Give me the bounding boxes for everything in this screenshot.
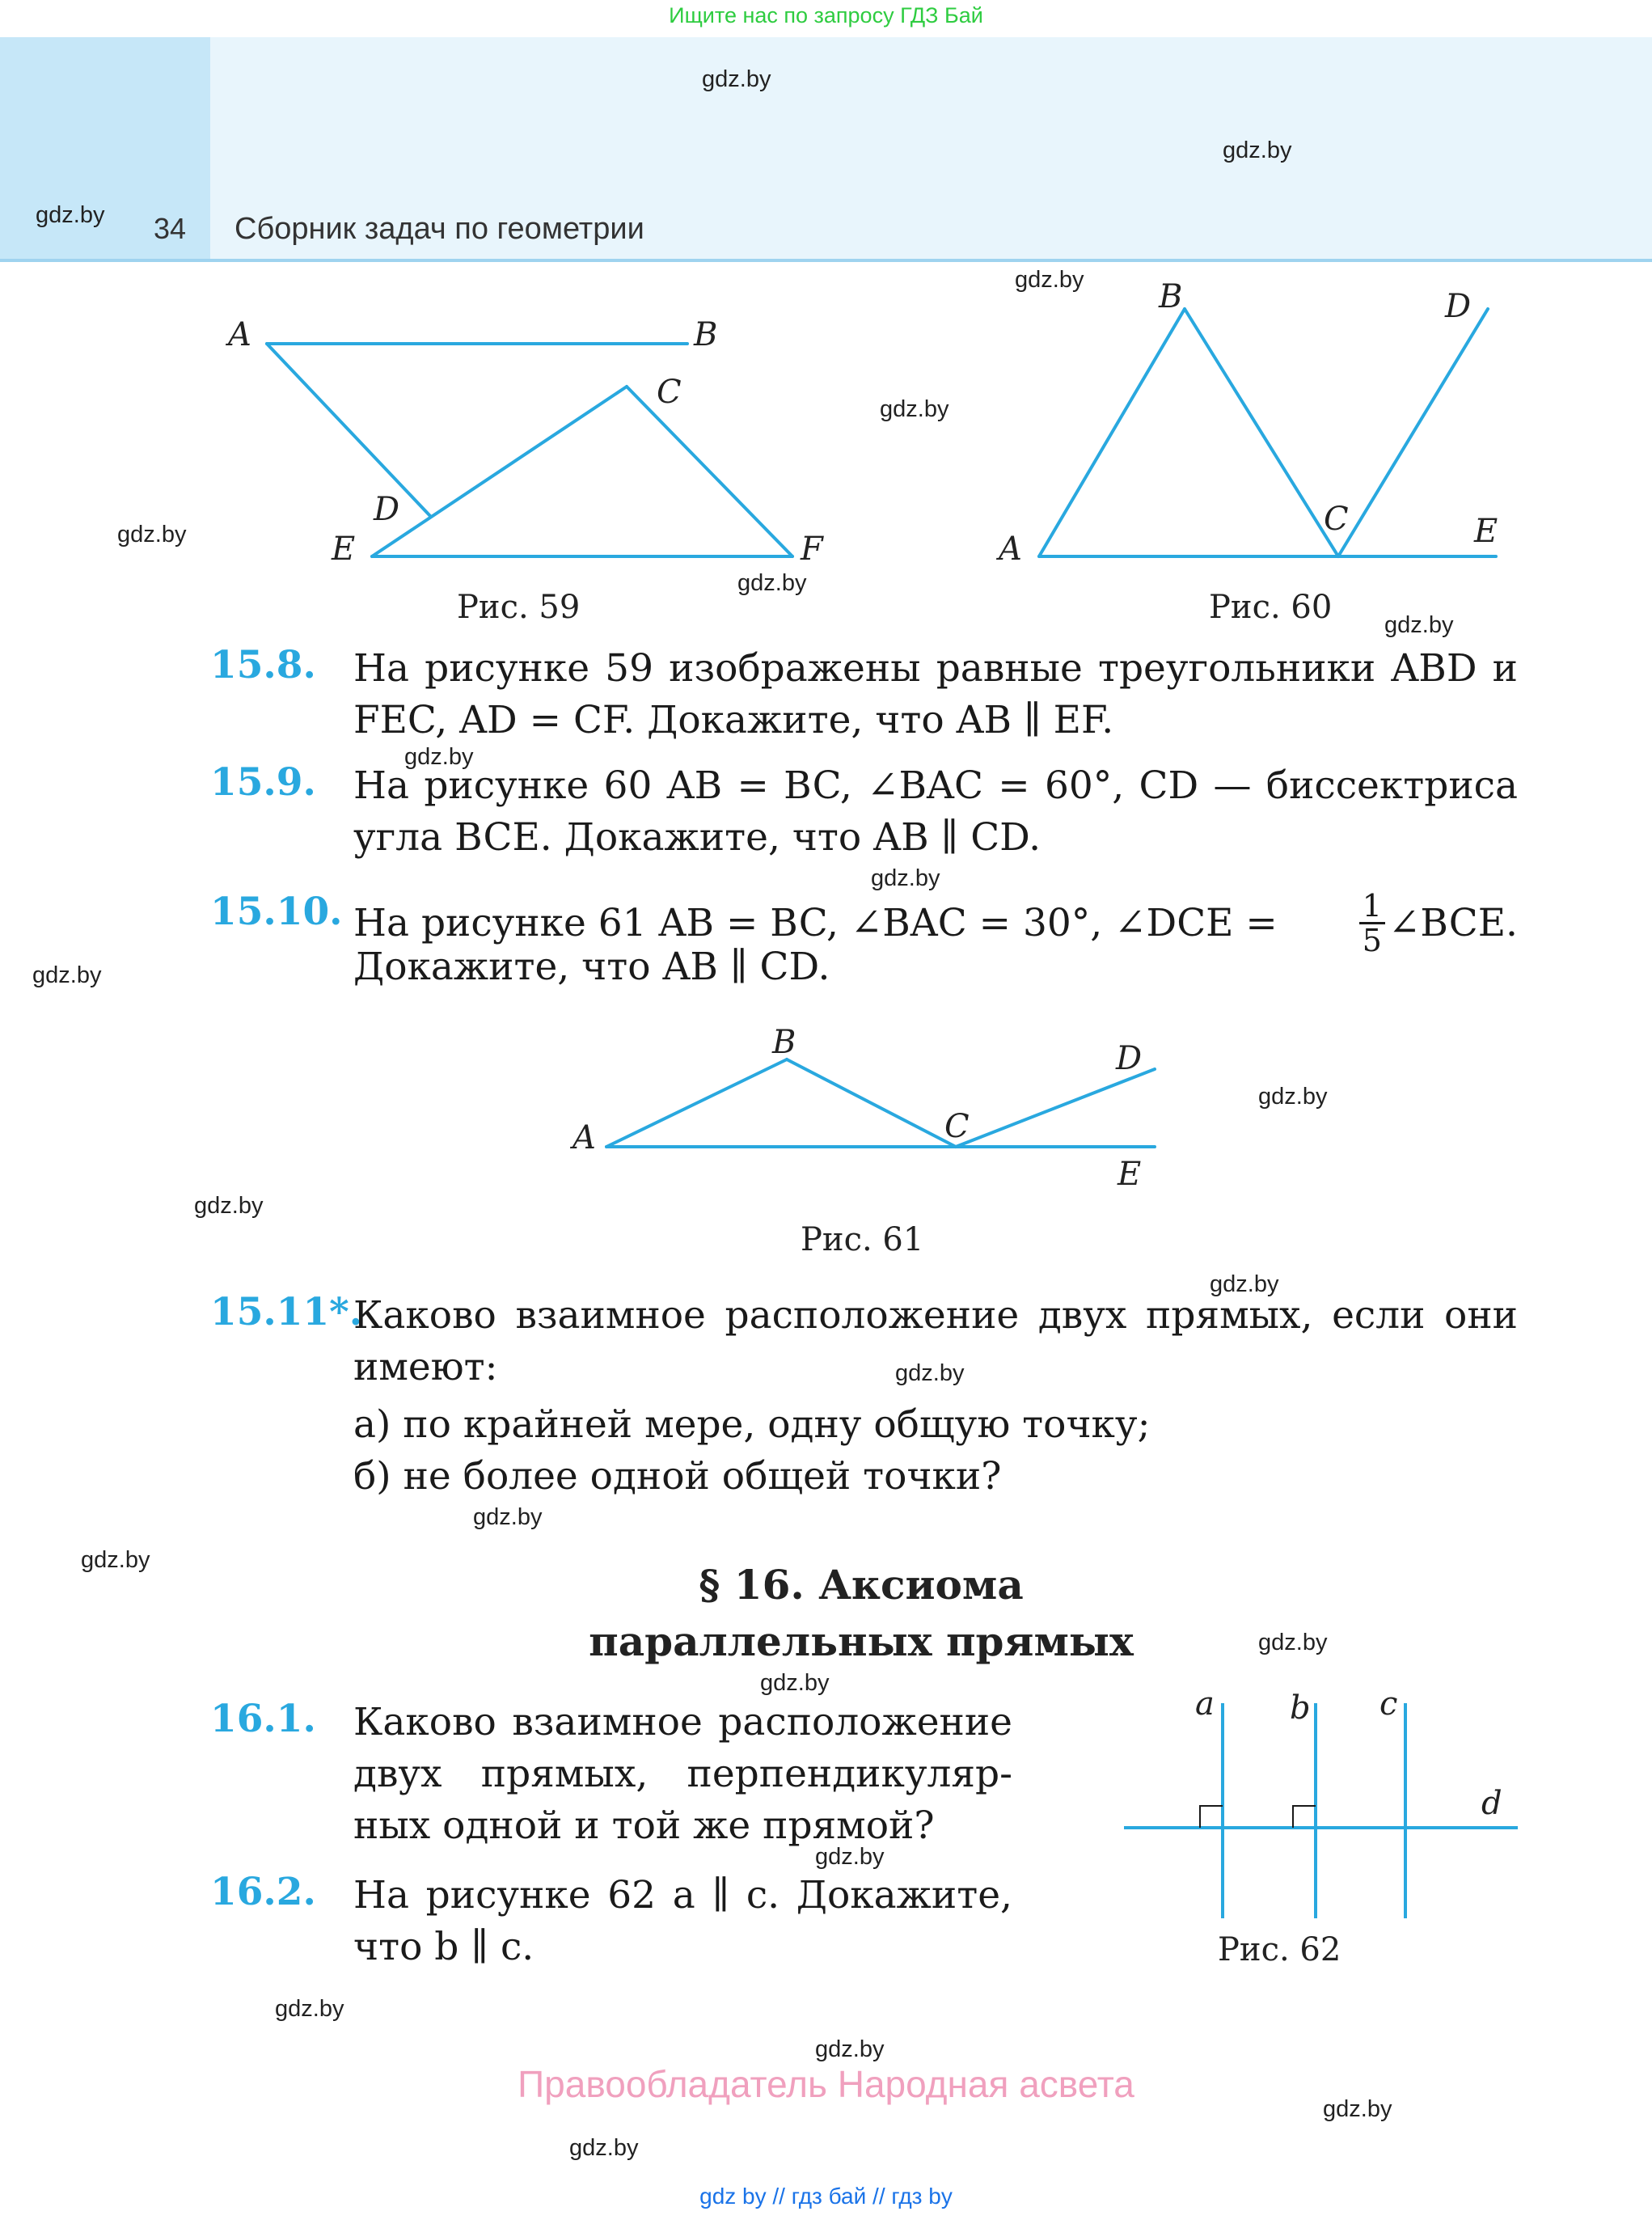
watermark: gdz.by: [32, 962, 102, 988]
label-b: B: [772, 1024, 796, 1061]
segment-ad: [267, 344, 430, 516]
segment-cf: [627, 387, 792, 556]
problem-text: Каково взаимное расположение: [353, 1700, 1012, 1744]
problem-number: 15.11*.: [210, 1290, 363, 1334]
watermark: gdz.by: [1015, 267, 1084, 293]
label-b: B: [694, 316, 718, 353]
segment-ec: [372, 387, 627, 556]
right-angle-mark: [1293, 1806, 1316, 1828]
section-heading: § 16. Аксиома: [699, 1561, 1024, 1609]
label-c: c: [1379, 1685, 1398, 1723]
figure-61-caption: Рис. 61: [801, 1221, 924, 1258]
label-c: C: [1324, 501, 1349, 538]
watermark: gdz.by: [1323, 2096, 1392, 2122]
label-c: C: [944, 1108, 970, 1145]
watermark: gdz.by: [815, 2036, 885, 2062]
watermark: gdz.by: [275, 1996, 344, 2022]
label-d: D: [374, 491, 400, 528]
label-a: a: [1195, 1685, 1215, 1723]
problem-text: имеют:: [353, 1345, 498, 1389]
right-angle-mark: [1200, 1806, 1223, 1828]
watermark: gdz.by: [871, 865, 940, 891]
watermark: gdz.by: [737, 570, 807, 596]
figure-60: [982, 275, 1548, 582]
watermark: gdz.by: [36, 202, 105, 228]
fraction: [1359, 890, 1385, 957]
watermark: gdz.by: [1223, 137, 1292, 163]
segment-cd: [956, 1069, 1155, 1147]
watermark: gdz.by: [473, 1504, 543, 1530]
problem-number: 16.1.: [210, 1697, 316, 1741]
label-d: d: [1481, 1785, 1502, 1822]
segment-cd: [1338, 309, 1488, 556]
segment-bc: [787, 1059, 956, 1147]
rights-holder: Правообладатель Народная асвета: [518, 2063, 1134, 2105]
figure-62: [1108, 1682, 1544, 1925]
watermark: gdz.by: [1258, 1084, 1328, 1110]
label-a: A: [999, 531, 1022, 568]
segment-bc: [1185, 309, 1338, 556]
search-hint: Ищите нас по запросу ГДЗ Бай: [669, 3, 983, 27]
label-e: E: [1118, 1156, 1142, 1193]
label-e: E: [332, 531, 356, 568]
section-heading: параллельных прямых: [589, 1617, 1134, 1665]
problem-text: На рисунке 62 a ∥ c. Докажите,: [353, 1873, 1012, 1917]
problem-item: а) по крайней мере, одну общую точку;: [353, 1402, 1151, 1447]
watermark: gdz.by: [880, 396, 949, 422]
figure-61: [558, 1019, 1189, 1197]
problem-text: На рисунке 61 AB = BC, ∠BAC = 30°, ∠DCE =: [353, 900, 1278, 945]
page-number: 34: [154, 212, 187, 245]
label-d: D: [1445, 288, 1472, 325]
problem-number: 16.2.: [210, 1870, 316, 1914]
label-d: D: [1116, 1040, 1143, 1077]
label-e: E: [1474, 513, 1498, 550]
problem-text: что b ∥ c.: [353, 1925, 534, 1969]
figure-59-caption: Рис. 59: [457, 589, 581, 626]
label-b: B: [1159, 278, 1183, 315]
problem-number: 15.9.: [210, 760, 316, 805]
problem-text: На рисунке 60 AB = BC, ∠BAC = 60°, CD — биссектриса: [353, 763, 1518, 808]
label-a: A: [228, 316, 251, 353]
problem-item: б) не более одной общей точки?: [353, 1454, 1002, 1499]
figure-62-caption: Рис. 62: [1218, 1931, 1341, 1968]
book-title: Сборник задач по геометрии: [234, 212, 644, 246]
watermark: gdz.by: [404, 744, 474, 770]
problem-text: двух прямых, перпендикуляр-: [353, 1752, 1012, 1796]
watermark: gdz.by: [194, 1193, 264, 1219]
figure-60-caption: Рис. 60: [1209, 589, 1333, 626]
watermark: gdz.by: [760, 1670, 830, 1696]
label-f: F: [801, 531, 823, 568]
problem-number: 15.10.: [210, 890, 343, 934]
problem-text: угла BCE. Докажите, что AB ∥ CD.: [353, 815, 1041, 860]
problem-text: Докажите, что AB ∥ CD.: [353, 945, 830, 989]
fraction-numerator: 1: [1359, 890, 1385, 924]
problem-text: На рисунке 59 изображены равные треугольники ABD и: [353, 646, 1518, 691]
watermark: gdz.by: [815, 1844, 885, 1870]
fraction-denominator: 5: [1362, 923, 1382, 958]
watermark: gdz.by: [702, 66, 771, 92]
problem-number: 15.8.: [210, 643, 316, 687]
figure-59: [210, 299, 857, 590]
label-c: C: [657, 374, 682, 411]
watermark: gdz.by: [895, 1360, 965, 1386]
watermark: gdz.by: [1384, 612, 1454, 638]
problem-text: ∠BCE.: [1388, 900, 1518, 945]
watermark: gdz.by: [569, 2135, 639, 2161]
problem-text: ных одной и той же прямой?: [353, 1803, 935, 1848]
watermark: gdz.by: [1210, 1271, 1279, 1297]
watermark: gdz.by: [81, 1547, 150, 1573]
header-divider: [0, 259, 1652, 262]
watermark: gdz.by: [1258, 1630, 1328, 1655]
fraction-group: [1356, 890, 1518, 957]
segment-ab: [1039, 309, 1185, 556]
segment-ab: [606, 1059, 787, 1147]
bottom-links[interactable]: gdz by // гдз бай // гдз by: [699, 2184, 953, 2209]
watermark: gdz.by: [117, 522, 187, 548]
problem-text: Каково взаимное расположение двух прямых, если они: [353, 1293, 1518, 1338]
label-a: A: [572, 1119, 596, 1156]
problem-text: FEC, AD = CF. Докажите, что AB ∥ EF.: [353, 698, 1114, 742]
label-b: b: [1290, 1689, 1311, 1727]
